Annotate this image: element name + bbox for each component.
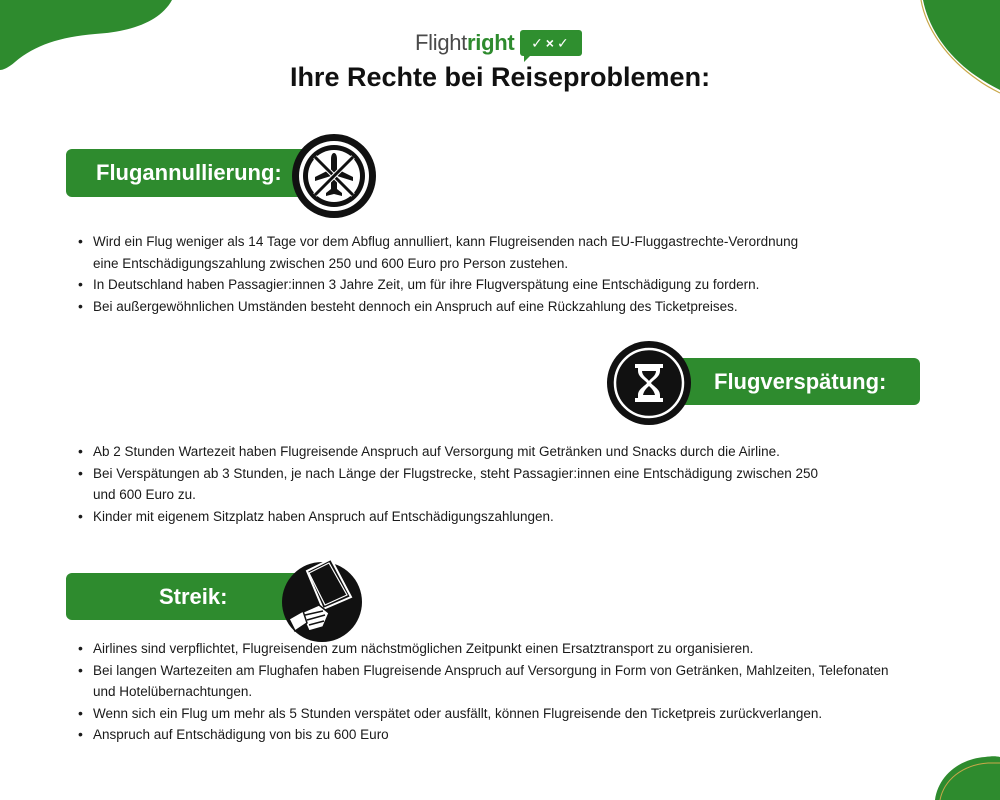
cancellation-list [78, 231, 938, 317]
list-item: • Wenn sich ein Flug um mehr als 5 Stunden verspätet oder ausfällt, können Flugreisende den Ticketpreis zurückverlangen. [78, 703, 958, 725]
list-item: • Bei außergewöhnlichen Umständen besteht dennoch ein Anspruch auf eine Rückzahlung des Ticketpreises. [78, 296, 938, 318]
corner-blob-bottom-right [930, 755, 1000, 800]
list-item: • Ab 2 Stunden Wartezeit haben Flugreisende Anspruch auf Versorgung mit Getränken und Snacks durch die Airline. [78, 441, 938, 463]
flightright-logo [415, 27, 582, 59]
list-item: • Kinder mit eigenem Sitzplatz haben Anspruch auf Entschädigungszahlungen. [78, 506, 938, 528]
list-item: • Bei langen Wartezeiten am Flughafen haben Flugreisende Anspruch auf Versorgung in Form von Getränken, Mahlzeiten, Telefonaten [78, 660, 958, 682]
list-item: • Bei Verspätungen ab 3 Stunden, je nach Länge der Flugstrecke, steht Passagier:innen eine Entschädigung zwischen 250 [78, 463, 938, 485]
hourglass-icon [606, 340, 692, 426]
corner-blob-top-left [0, 0, 175, 70]
list-item: • Anspruch auf Entschädigung von bis zu 600 Euro [78, 724, 958, 746]
list-item: • Airlines sind verpflichtet, Flugreisenden zum nächstmöglichen Zeitpunkt einen Ersatztransport zu organisieren. [78, 638, 958, 660]
page-title: Ihre Rechte bei Reiseproblemen: [289, 62, 711, 92]
list-item-continuation: und 600 Euro zu. [93, 487, 196, 502]
strike-list [78, 638, 958, 746]
checkmark-badge-icon: ✓×✓ [520, 30, 582, 56]
delay-heading: Flugverspätung: [664, 358, 920, 405]
strike-heading: Streik: [66, 573, 316, 620]
cancellation-heading: Flugannullierung: [66, 149, 316, 197]
list-item: • In Deutschland haben Passagier:innen 3 Jahre Zeit, um für ihre Flugverspätung eine Entschädigung zu fordern. [78, 274, 938, 296]
delay-list [78, 441, 938, 527]
logo-wordmark: Flightright [415, 30, 515, 55]
list-item-continuation: eine Entschädigungszahlung zwischen 250 und 600 Euro pro Person zustehen. [93, 255, 569, 271]
list-item-continuation: und Hotelübernachtungen. [93, 684, 253, 699]
list-item: • Wird ein Flug weniger als 14 Tage vor dem Abflug annulliert, kann Flugreisenden nach EU-Fluggastrechte-Verordnung [78, 231, 938, 253]
cancelled-plane-icon [291, 133, 377, 219]
protest-sign-icon [279, 553, 369, 643]
